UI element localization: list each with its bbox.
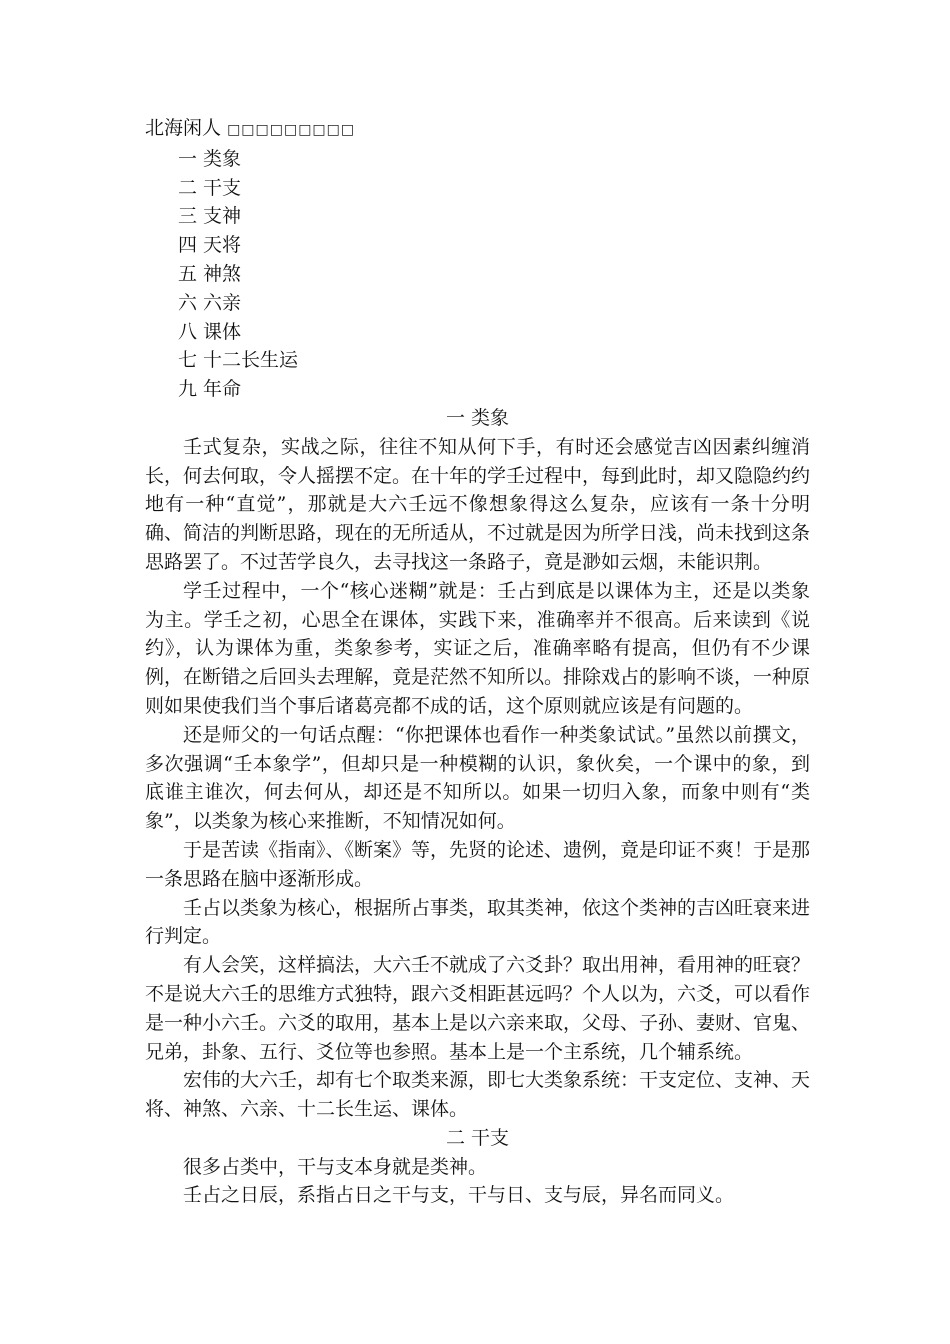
table-of-contents xyxy=(145,145,810,404)
toc-item: 四 天将 xyxy=(178,234,242,257)
section-title: 一 类象 xyxy=(445,406,510,429)
toc-item: 七 十二长生运 xyxy=(178,349,299,372)
toc-item: 八 课体 xyxy=(178,320,242,343)
toc-item: 六 六亲 xyxy=(178,291,242,314)
paragraph: 还是师父的一句话点醒：“你把课体也看作一种类象试试。”虽然以前撰文，多次强调“壬本象学”，但却只是一种模糊的认识，象伙矣，一个课中的象，到底谁主谁次，何去何从，却还是不知所以。如果一切归入象，而象中则有“类象”，以类象为核心来推断，不知情况如何。 xyxy=(145,723,810,833)
paragraph: 宏伟的大六壬，却有七个取类来源，即七大类象系统：干支定位、支神、天将、神煞、六亲、十二长生运、课体。 xyxy=(145,1069,811,1121)
toc-item: 九 年命 xyxy=(178,378,242,401)
document-page xyxy=(145,114,810,1210)
garbled-title-text: □□□□□□□□□ xyxy=(227,122,356,138)
paragraph: 于是苦读《指南》、《断案》等，先贤的论述、遗例，竟是印证不爽！于是那一条思路在脑中逐渐形成。 xyxy=(145,838,811,890)
toc-item: 二 干支 xyxy=(178,176,242,199)
paragraph: 很多占类中，干与支本身就是类神。 xyxy=(183,1155,488,1178)
toc-item: 五 神煞 xyxy=(178,262,242,285)
document-header xyxy=(145,114,810,145)
toc-item: 三 支神 xyxy=(178,205,242,228)
paragraph: 壬占之日辰，系指占日之干与支，干与日、支与辰，异名而同义。 xyxy=(183,1184,735,1207)
paragraph: 学壬过程中，一个“核心迷糊”就是：壬占到底是以课体为主，还是以类象为主。学壬之初，心思全在课体，实践下来，准确率并不很高。后来读到《说约》，认为课体为重，类象参考，实证之后，准确率略有提高，但仍有不少课例，在断错之后回头去理解，竟是茫然不知所以。排除戏占的影响不谈，一种原则如果使我们当个事后诸葛亮都不成的话，这个原则就应该是有问题的。 xyxy=(145,579,811,717)
toc-item: 一 类象 xyxy=(178,147,242,170)
section-title: 二 干支 xyxy=(445,1126,510,1149)
author-name: 北海闲人 xyxy=(145,117,222,139)
paragraph: 壬占以类象为核心，根据所占事类，取其类神，依这个类神的吉凶旺衰来进行判定。 xyxy=(145,896,811,948)
paragraph: 有人会笑，这样搞法，大六壬不就成了六爻卦？取出用神，看用神的旺衰？不是说大六壬的思维方式独特，跟六爻相距甚远吗？个人以为，六爻，可以看作是一种小六壬。六爻的取用，基本上是以六亲来取，父母、子孙、妻财、官鬼、兄弟，卦象、五行、爻位等也参照。基本上是一个主系统，几个辅系统。 xyxy=(145,954,811,1063)
paragraph: 壬式复杂，实战之际，往往不知从何下手，有时还会感觉吉凶因素纠缠消长，何去何取，令人摇摆不定。在十年的学壬过程中，每到此时，却又隐隐约约地有一种“直觉”，那就是大六壬远不像想象得这么复杂，应该有一条十分明确、简洁的判断思路，现在的无所适从，不过就是因为所学日浅，尚未找到这条思路罢了。不过苦学良久，去寻找这一条路子，竟是渺如云烟，未能识荆。 xyxy=(145,435,811,573)
